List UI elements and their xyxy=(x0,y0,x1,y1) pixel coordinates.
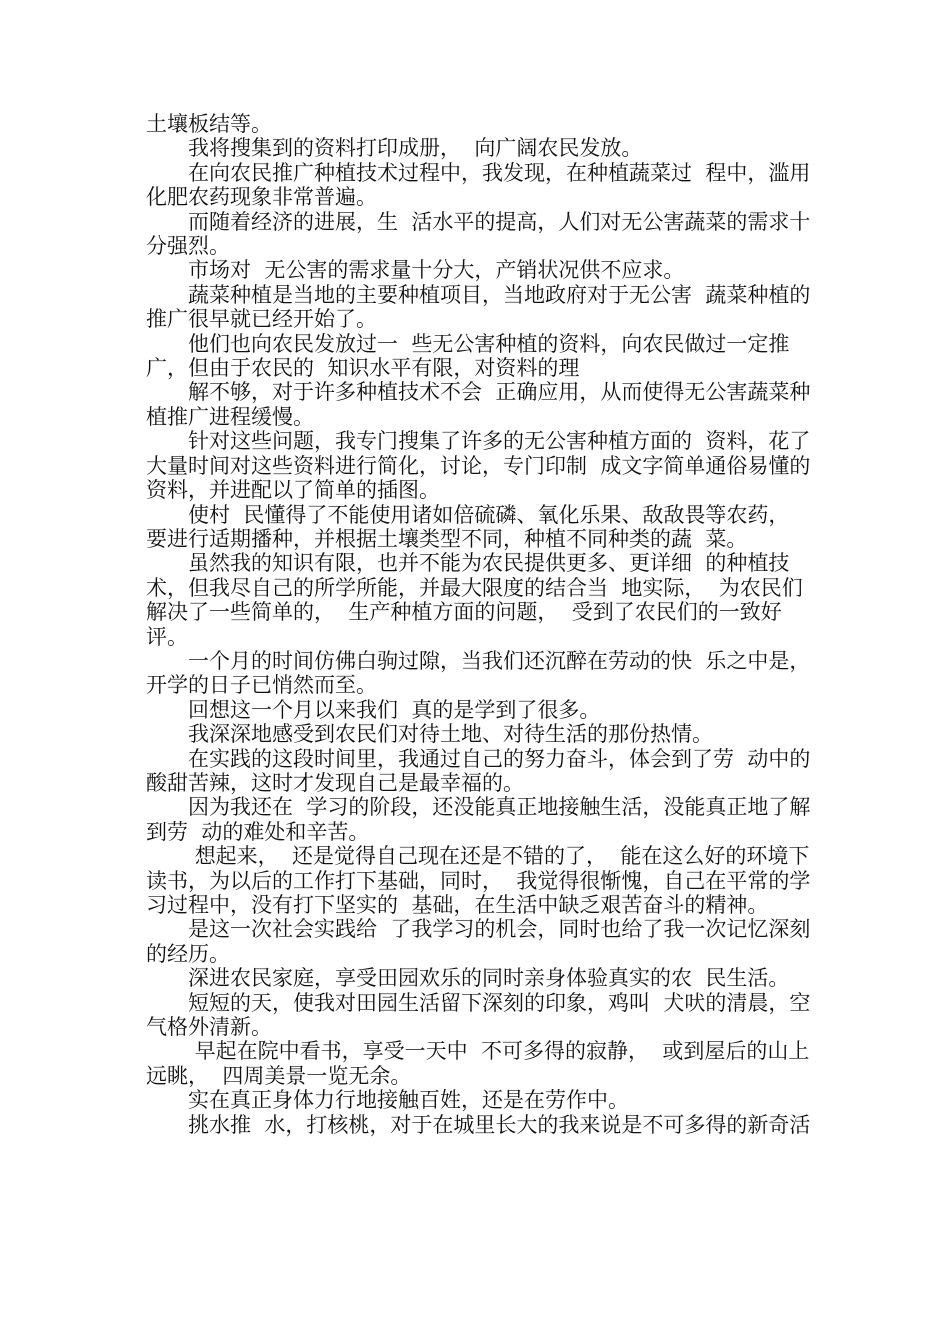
paragraph: 土壤板结等。 xyxy=(146,112,272,136)
document-body xyxy=(146,112,811,1137)
paragraph: 蔬菜种植是当地的主要种植项目，当地政府对于无公害 蔬菜种植的推广很早就已经开始了。 xyxy=(146,282,811,332)
paragraph: 市场对 无公害的需求量十分大，产销状况供不应求。 xyxy=(188,258,685,283)
paragraph: 深进农民家庭，享受田园欢乐的同时亲身体验真实的农 民生活。 xyxy=(188,966,790,991)
paragraph: 早起在院中看书，享受一天中 不可多得的寂静， 或到屋后的山上远眺， 四周美景一览无余。 xyxy=(146,1039,810,1088)
paragraph: 在实践的这段时间里，我通过自己的努力奋斗，体会到了劳 动中的酸甜苦辣，这时才发现自己是最幸福的。 xyxy=(146,746,811,795)
paragraph: 他们也向农民发放过一 些无公害种植的资料，向农民做过一定推广，但由于农民的 知识水平有限，对资料的理 xyxy=(146,331,790,381)
paragraph: 挑水推 水，打核桃，对于在城里长大的我来说是不可多得的新奇活 xyxy=(188,1112,811,1137)
paragraph: 想起来， 还是觉得自己现在还是不错的了， 能在这么好的环境下读书，为以后的工作打下基础，同时， 我觉得很惭愧，自己在平常的学习过程中，没有打下坚实的 基础，在生活中缺乏艰苦奋斗的精神。 xyxy=(146,844,811,917)
paragraph: 回想这一个月以来我们 真的是学到了很多。 xyxy=(188,697,601,722)
paragraph: 一个月的时间仿佛白驹过隙，当我们还沉醉在劳动的快 乐之中是，开学的日子已悄然而至。 xyxy=(146,648,811,698)
paragraph: 我深深地感受到农民们对待土地、对待生活的那份热情。 xyxy=(188,722,713,747)
paragraph: 我将搜集到的资料打印成册， 向广阔农民发放。 xyxy=(188,136,643,161)
paragraph: 而随着经济的进展，生 活水平的提高，人们对无公害蔬菜的需求十分强烈。 xyxy=(146,209,811,259)
paragraph: 使村 民懂得了不能使用诸如倍硫磷、氧化乐果、敌敌畏等农药， 要进行适期播种，并根据土壤类型不同，种植不同种类的蔬 菜。 xyxy=(146,502,797,551)
paragraph: 短短的天，使我对田园生活留下深刻的印象，鸡叫 犬吠的清晨，空气格外清新。 xyxy=(146,990,811,1040)
paragraph: 解不够，对于许多种植技术不会 正确应用，从而使得无公害蔬菜种植推广进程缓慢。 xyxy=(146,380,811,429)
paragraph: 在向农民推广种植技术过程中，我发现，在种植蔬菜过 程中，滥用化肥农药现象非常普遍。 xyxy=(146,160,811,210)
paragraph: 实在真正身体力行地接触百姓，还是在劳作中。 xyxy=(188,1088,629,1113)
paragraph: 虽然我的知识有限，也并不能为农民提供更多、更详细 的种植技术，但我尽自己的所学所能，并最大限度的结合当 地实际， 为农民们解决了一些简单的， 生产种植方面的问题， 受到了农民们的一致好评。 xyxy=(146,551,803,649)
paragraph: 针对这些问题，我专门搜集了许多的无公害种植方面的 资料，花了大量时间对这些资料进行简化，讨论，专门印制 成文字简单通俗易懂的资料，并进配以了简单的插图。 xyxy=(146,429,811,503)
paragraph: 是这一次社会实践给 了我学习的机会，同时也给了我一次记忆深刻的经历。 xyxy=(146,917,811,966)
paragraph: 因为我还在 学习的阶段，还没能真正地接触生活，没能真正地了解到劳 动的难处和辛苦。 xyxy=(146,795,811,844)
